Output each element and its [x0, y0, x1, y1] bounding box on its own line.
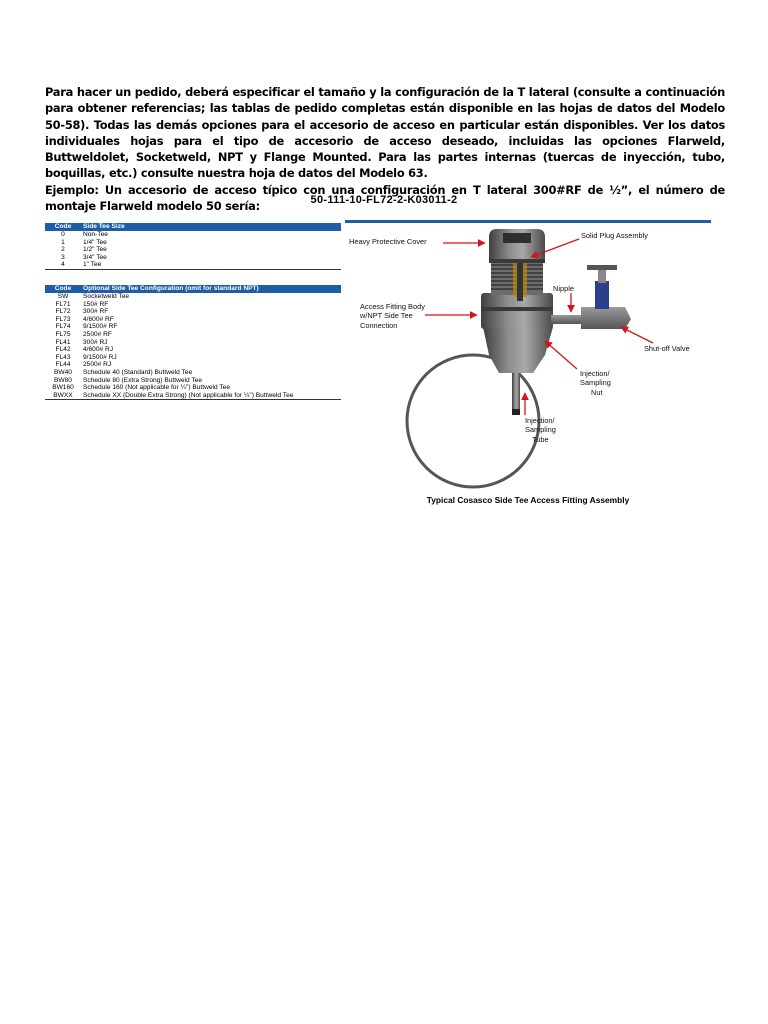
description-cell: Schedule 160 (Not applicable for ¼") Buttweld Tee [83, 384, 231, 392]
table-row [45, 239, 341, 247]
description-cell: Non-Tee [83, 231, 108, 238]
description-cell: Schedule XX (Double Extra Strong) (Not applicable for ¼") Buttweld Tee [81, 392, 341, 400]
code-cell: FL42 [55, 346, 71, 354]
table-header-row [45, 223, 341, 231]
code-cell: 0 [61, 231, 65, 238]
label-access-body-3: Connection [360, 321, 398, 330]
label-solid-plug: Solid Plug Assembly [581, 231, 648, 240]
intro-paragraph: Para hacer un pedido, deberá especificar el tamaño y la configuración de la T lateral (consulte a continuación para obtener referencias; las tablas de pedido completas están disponible en las hojas de datos del Modelo 50-58). Todas las demás opciones para el accesorio de acceso en particular están disponibles. Ver los datos individuales hojas para el tipo de accesorio de acceso deseado, incluidas las opciones Flarweld, Buttweldolet, Socketweld, NPT y Flange Mounted. Para las partes internas (tuercas de inyección, tubo, boquillas, etc.) consulte nuestra hoja de datos del Modelo 63. [45, 85, 725, 181]
table-row [45, 346, 341, 354]
label-tube-2: Sampling [525, 425, 556, 434]
code-cell: FL74 [55, 323, 71, 331]
description-cell: 1/4" Tee [83, 238, 107, 246]
label-nipple: Nipple [553, 284, 574, 293]
description-cell: 300# RJ [83, 338, 108, 346]
arrow-shutoff [621, 327, 653, 343]
code-cell: FL71 [55, 300, 71, 308]
code-cell: FL44 [55, 361, 71, 369]
access-fitting-diagram [345, 223, 711, 493]
label-access-body-1: Access Fitting Body [360, 302, 425, 311]
table-row [45, 377, 341, 385]
arrow-nut [545, 341, 577, 369]
label-access-body-2: w/NPT Side Tee [360, 311, 413, 320]
table-row [45, 231, 341, 239]
description-cell: Schedule 40 (Standard) Buttweld Tee [83, 368, 193, 376]
table-header-row [45, 285, 341, 293]
description-cell: 1/2" Tee [83, 246, 107, 254]
description-cell: 4/600# RJ [83, 346, 114, 354]
description-cell: 4/600# RF [83, 315, 114, 323]
label-nut-1: Injection/ [580, 369, 610, 378]
label-shutoff-valve: Shut-off Valve [644, 344, 690, 353]
column-header-config: Optional Side Tee Configuration (omit for standard NPT) [81, 285, 341, 293]
label-tube-3: Tube [532, 435, 549, 444]
table-row [45, 331, 341, 339]
table-row [45, 301, 341, 309]
description-cell: 3/4" Tee [83, 253, 107, 261]
code-cell: BW40 [54, 368, 72, 376]
assembly-code: 50-111-10-FL72-2-K03011-2 [310, 194, 458, 206]
example-paragraph: Ejemplo: Un accesorio de acceso típico con una configuración en T lateral 300#RF de ½”, el número de montaje Flarweld modelo 50 sería: [45, 182, 725, 214]
description-cell: Socketweld Tee [83, 293, 130, 300]
table-row [45, 361, 341, 369]
label-nut-2: Sampling [580, 378, 611, 387]
label-nut-3: Nut [591, 388, 603, 397]
table-row [45, 254, 341, 262]
diagram-caption: Typical Cosasco Side Tee Access Fitting Assembly [426, 495, 630, 505]
side-tee-config-table [45, 285, 341, 400]
description-cell: 2500# RJ [83, 361, 112, 369]
description-cell: 1" Tee [81, 261, 341, 269]
shutoff-valve [581, 307, 631, 329]
code-cell: FL41 [55, 338, 71, 346]
table-row [45, 316, 341, 324]
table-row [45, 369, 341, 377]
description-cell: Schedule 80 (Extra Strong) Buttweld Tee [83, 376, 202, 384]
code-cell: 2 [61, 246, 65, 254]
table-row [45, 323, 341, 331]
table-row [45, 339, 341, 347]
description-cell: 9/1500# RF [83, 323, 118, 331]
code-cell: 3 [61, 253, 65, 261]
fitting-body-lower [483, 327, 553, 373]
code-cell: 4 [45, 261, 81, 269]
description-cell: 150# RF [83, 300, 109, 308]
code-cell: FL73 [55, 315, 71, 323]
code-cell: BW160 [52, 384, 74, 392]
table-row [45, 293, 341, 301]
label-tube-1: Injection/ [525, 416, 555, 425]
code-cell: SW [57, 293, 69, 300]
table-row [45, 261, 341, 269]
code-cell: BWXX [45, 392, 81, 400]
code-cell: BW80 [54, 376, 72, 384]
side-tee-size-table [45, 223, 341, 270]
column-header-code: Code [45, 285, 81, 293]
label-heavy-cover: Heavy Protective Cover [349, 237, 427, 246]
code-cell: FL72 [55, 308, 71, 316]
table-row [45, 384, 341, 392]
description-cell: 9/1500# RJ [83, 353, 117, 361]
description-cell: 2500# RF [83, 330, 112, 338]
column-header-code: Code [45, 223, 81, 231]
table-row [45, 392, 341, 400]
column-header-size: Side Tee Size [81, 223, 341, 231]
table-row [45, 246, 341, 254]
table-row [45, 354, 341, 362]
code-cell: 1 [61, 238, 65, 246]
table-row [45, 308, 341, 316]
description-cell: 300# RF [83, 308, 109, 316]
code-cell: FL75 [55, 330, 71, 338]
code-cell: FL43 [55, 353, 71, 361]
